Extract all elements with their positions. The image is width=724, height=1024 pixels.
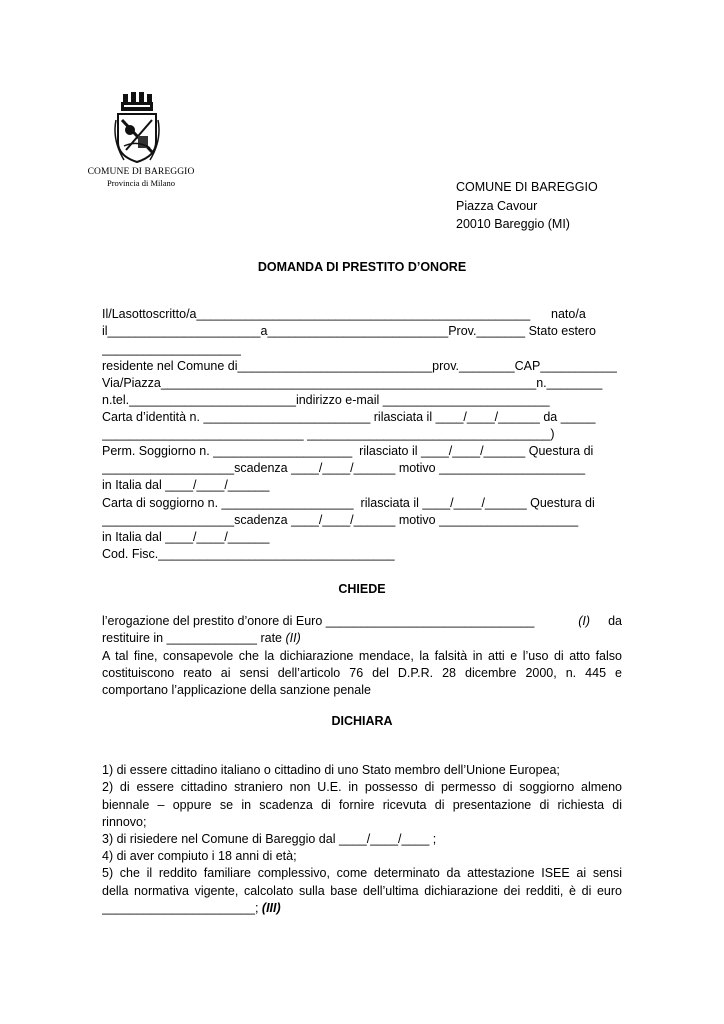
- address-line-3: 20010 Bareggio (MI): [456, 217, 570, 231]
- municipality-logo-caption: [86, 167, 196, 189]
- chiede-amount-text: l’erogazione del prestito d’onore di Euro ______________________________: [102, 614, 535, 628]
- form-line-residence-permit: Perm. Soggiorno n. ____________________ rilasciato il ____/____/______ Questura di: [102, 444, 594, 458]
- form-line-tax-code: Cod. Fisc.__________________________________: [102, 547, 395, 561]
- footnote-ref-i: (I): [578, 614, 590, 628]
- chiede-heading: CHIEDE: [338, 582, 386, 596]
- dichiara-item-2-line-2: biennale – oppure se in scadenza di fornire ricevuta di presentazione di richiesta di: [102, 798, 622, 812]
- dichiara-item-1: 1) di essere cittadino italiano o cittadino di uno Stato membro dell’Unione Europea;: [102, 763, 560, 777]
- form-line-residence: residente nel Comune di____________________________prov.________CAP___________: [102, 359, 617, 373]
- address-line-1: COMUNE DI BAREGGIO: [456, 180, 598, 194]
- form-line-street: Via/Piazza______________________________________________________n.________: [102, 376, 603, 390]
- document-title: DOMANDA DI PRESTITO D’ONORE: [257, 260, 467, 274]
- recipient-address: [456, 178, 598, 234]
- dichiara-item-5-line-2: della normativa vigente, calcolato sulla base dell’ultima dichiarazione dei redditi, è di euro: [102, 884, 622, 898]
- chiede-installments-line: [102, 630, 301, 647]
- chiede-declaration-line-2: costituiscono reato ai sensi dell’articolo 76 del D.P.R. 28 dicembre 2000, n. 445 e: [102, 666, 622, 680]
- dichiara-item-2-line-3: rinnovo;: [102, 815, 147, 829]
- form-line-card-expiry: ___________________scadenza ____/____/______ motivo ____________________: [102, 513, 579, 527]
- address-line-2: Piazza Cavour: [456, 198, 538, 213]
- dichiara-item-5-amount: ______________________;: [102, 901, 259, 915]
- dichiara-item-5-line-3: [102, 900, 281, 917]
- dichiara-item-2-line-1: 2) di essere cittadino straniero non U.E. in possesso di permesso di soggiorno almeno: [102, 780, 622, 794]
- chiede-declaration-line-3: comportano l’applicazione della sanzione penale: [102, 683, 371, 697]
- form-line-blank: ____________________: [102, 342, 242, 356]
- form-line-id-issuer: _____________________________ ___________________________________): [102, 427, 555, 441]
- form-line-permit-in-italy: in Italia dal ____/____/______: [102, 478, 270, 492]
- form-line-permit-expiry: ___________________scadenza ____/____/______ motivo _____________________: [102, 461, 586, 475]
- logo-province-name: Provincia di Milano: [107, 178, 175, 188]
- form-line-birth: il______________________a__________________________Prov._______ Stato estero: [102, 324, 596, 338]
- footnote-ref-ii: (II): [285, 631, 301, 645]
- dichiara-item-4: 4) di aver compiuto i 18 anni di età;: [102, 849, 297, 863]
- form-line-residence-card: Carta di soggiorno n. ___________________ rilasciata il ____/____/______ Questura di: [102, 496, 595, 510]
- chiede-installments-text: restituire in _____________ rate: [102, 631, 282, 645]
- footnote-ref-iii: (III): [261, 901, 281, 915]
- form-line-contacts: n.tel.________________________indirizzo e-mail ________________________: [102, 393, 550, 407]
- dichiara-heading: DICHIARA: [331, 714, 393, 728]
- form-line-card-in-italy: in Italia dal ____/____/______: [102, 530, 270, 544]
- form-line-name: Il/Lasottoscritto/a________________________________________________ nato/a: [102, 307, 586, 321]
- chiede-amount-line: [102, 613, 622, 630]
- dichiara-item-3: 3) di risiedere nel Comune di Bareggio dal ____/____/____ ;: [102, 832, 437, 846]
- municipal-coat-of-arms-logo: [112, 90, 162, 165]
- chiede-amount-tail: da: [608, 614, 622, 628]
- dichiara-item-5-line-1: 5) che il reddito familiare complessivo, come determinato da attestazione ISEE ai sensi: [102, 866, 622, 880]
- form-line-id-card: Carta d’identità n. ________________________ rilasciata il ____/____/______ da _____: [102, 410, 596, 424]
- chiede-declaration-line-1: A tal fine, consapevole che la dichiarazione mendace, la falsità in atti e l’uso di atto falso: [102, 649, 622, 663]
- logo-municipality-name: COMUNE DI BAREGGIO: [87, 167, 195, 177]
